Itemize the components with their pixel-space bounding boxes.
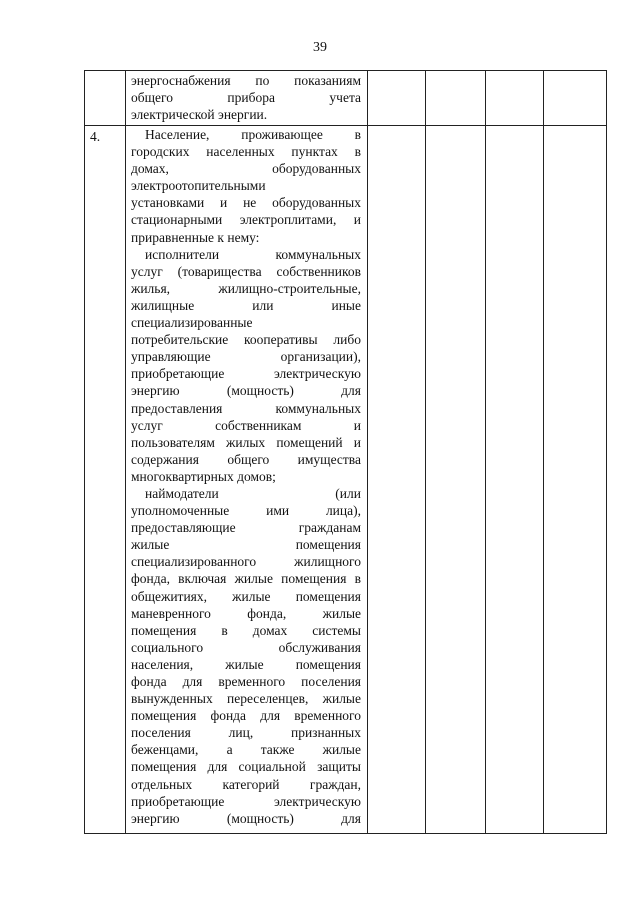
text-line: отдельных категорий граждан,	[131, 776, 361, 792]
text-line: стационарными электроплитами, и	[131, 212, 361, 228]
text-line: общего прибора учета	[131, 90, 361, 106]
text-line: общежитиях, жилые помещения	[131, 588, 361, 604]
text-line: содержания общего имущества	[131, 451, 361, 467]
row-description	[131, 72, 361, 123]
text-line: городских населенных пунктах в	[131, 144, 361, 160]
column-divider	[485, 71, 486, 833]
text-line: предоставляющие гражданам	[131, 520, 361, 536]
text-line: энергию (мощность) для	[131, 383, 361, 399]
text-line: жилые помещения	[131, 537, 361, 553]
text-line: электроотопительными	[131, 178, 266, 194]
text-line: наймодатели (или	[145, 485, 361, 501]
text-line: специализированного жилищного	[131, 554, 361, 570]
text-line: приравненные к нему:	[131, 229, 260, 245]
text-line: домах, оборудованных	[131, 161, 361, 177]
row-description	[131, 126, 361, 827]
column-divider	[367, 71, 368, 833]
table-row	[85, 71, 606, 126]
text-line: потребительские кооперативы либо	[131, 332, 361, 348]
text-line: поселения лиц, признанных	[131, 725, 361, 741]
table-row	[85, 125, 606, 835]
text-line: приобретающие электрическую	[131, 793, 361, 809]
text-line: услуг (товарищества собственников	[131, 263, 361, 279]
text-line: Население, проживающее в	[145, 127, 361, 142]
text-line: помещения в домах системы	[131, 622, 361, 638]
text-line: энергию (мощность) для	[131, 810, 361, 826]
text-line: жилья, жилищно-строительные,	[131, 280, 361, 296]
text-line: установками и не оборудованных	[131, 195, 361, 211]
text-line: социального обслуживания	[131, 639, 361, 655]
column-divider	[543, 71, 544, 833]
text-line: приобретающие электрическую	[131, 366, 361, 382]
page-number: 39	[313, 40, 327, 55]
text-line: беженцами, а также жилые	[131, 742, 361, 758]
text-line: электрической энергии.	[131, 107, 268, 123]
text-line: фонда для временного поселения	[131, 674, 361, 689]
text-line: помещения для социальной защиты	[131, 759, 361, 775]
text-line: маневренного фонда, жилые	[131, 605, 361, 621]
text-line: предоставления коммунальных	[131, 400, 361, 416]
text-line: фонда, включая жилые помещения в	[131, 571, 361, 587]
text-line: многоквартирных домов;	[131, 468, 276, 484]
text-line: уполномоченные ими лица),	[131, 503, 361, 519]
text-line: энергоснабжения по показаниям	[131, 73, 361, 88]
text-line: вынужденных переселенцев, жилые	[131, 691, 361, 707]
tariff-table	[84, 70, 607, 834]
row-number: 4.	[90, 129, 101, 144]
text-line: пользователям жилых помещений и	[131, 434, 361, 450]
column-divider	[125, 71, 126, 833]
text-line: жилищные или иные	[131, 297, 361, 313]
text-line: населения, жилые помещения	[131, 656, 361, 672]
text-line: услуг собственникам и	[131, 417, 361, 433]
column-divider	[425, 71, 426, 833]
text-line: управляющие организации),	[131, 349, 361, 365]
text-line: специализированные	[131, 315, 253, 331]
text-line: помещения фонда для временного	[131, 708, 361, 724]
text-line: исполнители коммунальных	[145, 246, 361, 262]
